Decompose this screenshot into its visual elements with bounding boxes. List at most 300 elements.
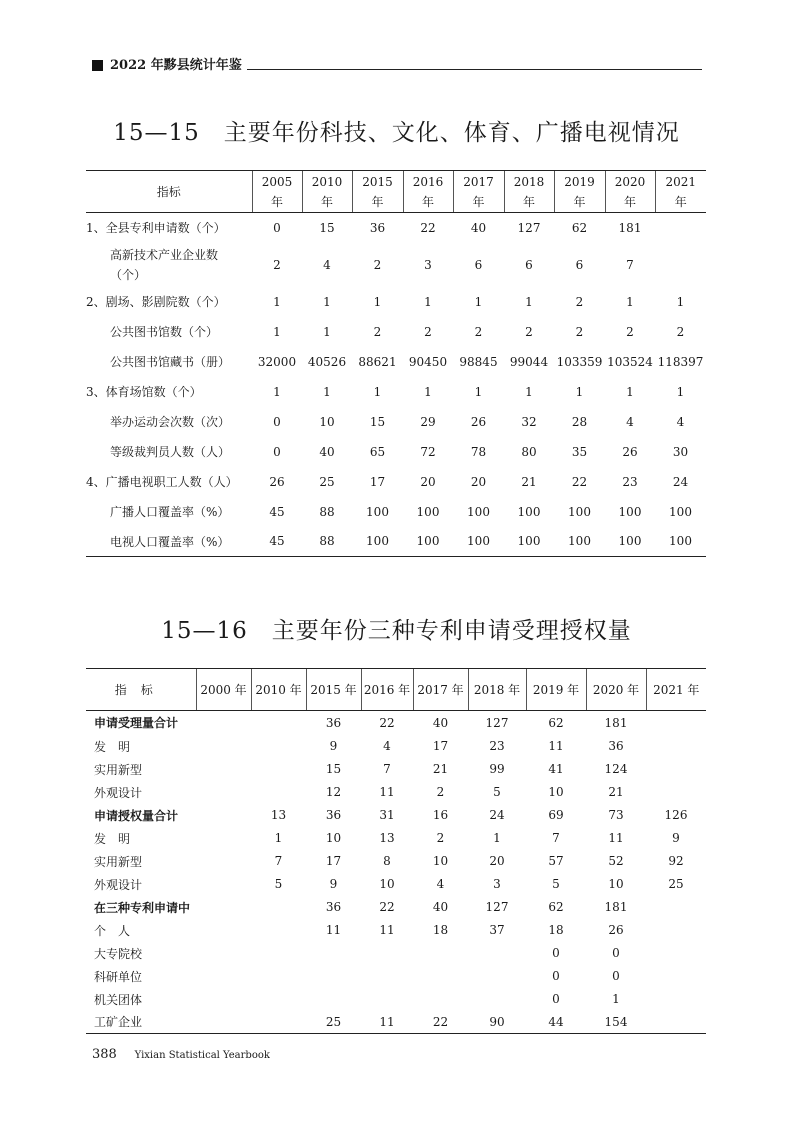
row-label: 发明 — [94, 739, 143, 754]
table-cell — [196, 873, 251, 896]
table-cell: 100 — [403, 527, 453, 557]
table-cell: 40526 — [307, 354, 347, 369]
table-cell: 10 — [325, 831, 342, 845]
table-cell: 26 — [269, 474, 285, 489]
table-cell — [251, 711, 306, 735]
table-cell: 8 — [383, 854, 391, 868]
table-cell: 6 — [525, 257, 533, 272]
table-cell: 7 — [552, 831, 560, 845]
table-cell — [196, 850, 251, 873]
table-cell: 2 — [575, 324, 584, 339]
table-cell: 13 — [379, 831, 395, 845]
table1-year-header: 2020 年 — [605, 171, 655, 213]
table-cell: 20 — [489, 854, 505, 868]
table-cell: 181 — [618, 220, 642, 235]
table-cell: 100 — [366, 504, 389, 519]
table-cell: 124 — [604, 762, 628, 776]
table-cell: 1 — [273, 384, 281, 399]
table-cell: 127 — [485, 715, 509, 730]
row-label: 公共图书馆数（个） — [110, 325, 219, 339]
header-title: 2022 年黟县统计年鉴 — [110, 58, 242, 73]
row-label: 4、广播电视职工人数（人） — [86, 475, 238, 489]
table-cell: 15 — [369, 414, 386, 429]
table-cell: 88621 — [358, 354, 397, 369]
table-cell: 25 — [319, 474, 335, 489]
row-label: 广播人口覆盖率（%） — [110, 505, 230, 519]
table-cell — [413, 942, 468, 965]
table-cell: 36 — [608, 739, 624, 753]
table-row — [86, 347, 706, 377]
table-cell: 11 — [379, 923, 395, 937]
table1-year-header: 2010 年 — [302, 171, 352, 213]
table-cell — [646, 758, 706, 781]
table-cell: 100 — [453, 527, 504, 557]
table-cell — [251, 988, 306, 1011]
table-cell: 100 — [568, 504, 591, 519]
table-cell: 17 — [369, 474, 386, 489]
table-cell: 65 — [369, 444, 386, 459]
table-cell: 10 — [608, 877, 624, 891]
table-cell — [646, 919, 706, 942]
table-cell — [361, 942, 413, 965]
table-cell: 24 — [489, 808, 505, 822]
table-cell: 11 — [325, 923, 342, 937]
table-cell — [361, 965, 413, 988]
table-cell — [306, 942, 361, 965]
table-cell: 103359 — [556, 354, 603, 369]
table-cell: 18 — [548, 923, 564, 937]
row-label: 实用新型 — [94, 762, 143, 777]
table-cell: 1 — [274, 831, 283, 845]
table-cell: 22 — [379, 715, 395, 730]
table-row — [86, 758, 706, 781]
table-cell: 41 — [548, 762, 564, 776]
table-cell: 11 — [361, 1011, 413, 1034]
table-cell: 1 — [493, 831, 501, 845]
table-cell: 7 — [274, 854, 283, 868]
table-row — [86, 896, 706, 919]
table-cell: 1 — [373, 294, 382, 309]
table-row — [86, 377, 706, 407]
table-cell: 26 — [470, 414, 487, 429]
table-cell: 37 — [489, 923, 505, 937]
row-label: 3、体育场馆数（个） — [86, 385, 202, 399]
row-label: 高新技术产业企业数（个） — [110, 247, 219, 282]
table2-year-header: 2020 年 — [586, 669, 646, 711]
table-cell — [196, 965, 251, 988]
table-cell: 5 — [552, 877, 560, 891]
table2-year-header: 2018 年 — [468, 669, 526, 711]
table-cell: 32 — [521, 414, 537, 429]
table-cell: 24 — [672, 474, 689, 489]
table2-year-header: 2015 年 — [306, 669, 361, 711]
table2-header-row — [86, 669, 706, 711]
table-cell: 57 — [548, 854, 564, 868]
table2-year-header: 2000 年 — [196, 669, 251, 711]
table-cell: 99044 — [509, 354, 549, 369]
table-cell: 0 — [612, 946, 620, 960]
table-cell — [646, 781, 706, 804]
table-cell: 154 — [586, 1011, 646, 1034]
table-row — [86, 213, 706, 243]
table-cell: 1 — [323, 294, 331, 309]
table-cell: 17 — [432, 739, 449, 753]
table1-indicator-header: 指标 — [86, 171, 252, 213]
table2-indicator-header: 指标 — [86, 669, 196, 711]
table-cell — [196, 758, 251, 781]
table-cell: 29 — [420, 414, 436, 429]
table-cell — [646, 711, 706, 735]
table-cell: 9 — [672, 831, 680, 845]
table-cell: 127 — [517, 220, 541, 235]
row-label: 等级裁判员人数（人） — [110, 445, 231, 459]
table-cell: 22 — [571, 474, 588, 489]
table-cell: 99 — [489, 762, 505, 776]
row-label: 科研单位 — [94, 969, 143, 984]
table-cell: 73 — [608, 808, 624, 822]
row-label: 在三种专利申请中 — [94, 900, 191, 915]
table-cell — [361, 988, 413, 1011]
table-cell — [655, 213, 706, 243]
table-cell — [413, 988, 468, 1011]
table-cell: 100 — [554, 527, 605, 557]
table-cell: 28 — [571, 414, 588, 429]
table-cell — [306, 988, 361, 1011]
table-cell: 16 — [432, 808, 449, 822]
table-cell: 118397 — [657, 354, 704, 369]
table-cell: 88 — [319, 504, 335, 519]
header-square-icon — [92, 60, 103, 71]
table-cell: 40 — [470, 220, 487, 235]
table-cell: 1 — [273, 294, 281, 309]
table-cell: 1 — [612, 992, 620, 1006]
table-cell — [251, 758, 306, 781]
table-cell: 2 — [474, 324, 483, 339]
table-cell: 13 — [270, 808, 287, 822]
table-cell: 2 — [424, 324, 432, 339]
table-cell: 127 — [485, 900, 509, 914]
table-cell: 45 — [252, 527, 302, 557]
table-cell — [646, 735, 706, 758]
table-cell: 36 — [325, 900, 342, 914]
table-cell: 1 — [474, 294, 483, 309]
table-cell: 2 — [575, 294, 584, 309]
table-cell: 0 — [552, 992, 560, 1006]
table-cell: 98845 — [459, 354, 498, 369]
row-label: 机关团体 — [94, 992, 143, 1007]
table2-year-header: 2021 年 — [646, 669, 706, 711]
table-cell: 15 — [325, 762, 342, 776]
table-cell: 12 — [325, 785, 342, 799]
table-cell: 22 — [420, 220, 436, 235]
row-label: 外观设计 — [94, 877, 143, 892]
table-cell: 17 — [325, 854, 342, 868]
table-cell: 26 — [608, 923, 624, 937]
table-cell: 21 — [521, 474, 537, 489]
table-row — [86, 527, 706, 557]
table-cell: 1 — [575, 384, 584, 399]
table-cell: 100 — [655, 527, 706, 557]
table-cell: 4 — [626, 414, 634, 429]
table-cell: 20 — [420, 474, 436, 489]
table1-year-header: 2005 年 — [252, 171, 302, 213]
table-cell: 1 — [323, 384, 331, 399]
table-row — [86, 711, 706, 735]
table2 — [86, 668, 706, 1034]
table-cell: 100 — [517, 504, 541, 519]
row-label: 发明 — [94, 831, 143, 846]
table-cell: 4 — [323, 257, 331, 272]
table-cell: 23 — [489, 739, 505, 753]
table-cell — [196, 896, 251, 919]
table-cell: 126 — [664, 808, 688, 822]
table-cell — [646, 1011, 706, 1034]
table-cell — [196, 988, 251, 1011]
table-cell: 1 — [676, 294, 685, 309]
table-cell: 2 — [373, 324, 382, 339]
table-cell: 2 — [273, 257, 281, 272]
table-cell: 32000 — [257, 354, 297, 369]
table-cell: 7 — [383, 762, 391, 776]
row-label: 1、全县专利申请数（个） — [86, 221, 226, 236]
table-cell: 62 — [571, 220, 588, 235]
table-cell — [251, 919, 306, 942]
table-cell: 40 — [432, 900, 449, 914]
table-cell: 6 — [575, 257, 584, 272]
table2-title: 15—16 主要年份三种专利申请受理授权量 — [161, 618, 632, 644]
table-cell — [196, 1011, 251, 1034]
table-cell: 5 — [274, 877, 283, 891]
table-cell — [251, 896, 306, 919]
table1-year-header: 2015 年 — [352, 171, 403, 213]
table-cell: 90450 — [408, 354, 448, 369]
table-cell: 62 — [548, 715, 564, 730]
table-cell: 1 — [525, 384, 533, 399]
table2-year-header: 2017 年 — [413, 669, 468, 711]
table-cell — [468, 942, 526, 965]
table-cell: 9 — [329, 739, 338, 753]
table-row — [86, 735, 706, 758]
table-cell: 100 — [504, 527, 554, 557]
table-cell: 36 — [325, 808, 342, 822]
table-row — [86, 850, 706, 873]
table-cell — [646, 965, 706, 988]
table-cell: 52 — [608, 854, 624, 868]
row-label: 大专院校 — [94, 946, 143, 961]
table-row — [86, 287, 706, 317]
table-cell: 21 — [608, 785, 624, 799]
table-cell: 69 — [548, 808, 564, 822]
table-cell: 100 — [467, 504, 490, 519]
table-cell — [196, 735, 251, 758]
table-cell: 1 — [676, 384, 685, 399]
table-row — [86, 988, 706, 1011]
table-cell: 0 — [552, 969, 560, 983]
row-label: 电视人口覆盖率（%） — [86, 527, 252, 557]
table-cell: 11 — [608, 831, 624, 845]
table-cell: 40 — [432, 715, 449, 730]
table-cell: 44 — [526, 1011, 586, 1034]
table-cell: 0 — [612, 969, 620, 983]
table-cell: 11 — [379, 785, 395, 799]
table-cell: 10 — [319, 414, 335, 429]
table-cell: 36 — [325, 715, 342, 730]
table-cell: 100 — [605, 527, 655, 557]
table-cell: 2 — [436, 831, 445, 845]
table-cell: 31 — [379, 808, 395, 822]
table-cell — [196, 942, 251, 965]
row-label: 公共图书馆藏书（册） — [110, 355, 231, 369]
row-label: 个人 — [94, 923, 143, 938]
table-cell: 25 — [306, 1011, 361, 1034]
table-cell — [655, 243, 706, 287]
table-cell: 10 — [379, 877, 395, 891]
table1 — [86, 170, 706, 557]
table-cell — [251, 735, 306, 758]
table-cell — [251, 781, 306, 804]
table1-title: 15—15 主要年份科技、文化、体育、广播电视情况 — [113, 120, 680, 146]
table-cell: 7 — [626, 257, 634, 272]
table-row — [86, 873, 706, 896]
table-row — [86, 942, 706, 965]
table-cell: 25 — [668, 877, 684, 891]
table-cell: 26 — [622, 444, 638, 459]
table-cell: 5 — [493, 785, 501, 799]
table-cell: 35 — [571, 444, 588, 459]
table-cell: 4 — [383, 739, 391, 753]
table1-year-header: 2017 年 — [453, 171, 504, 213]
table-cell — [646, 896, 706, 919]
table-cell — [196, 827, 251, 850]
table-cell — [306, 965, 361, 988]
table-cell: 3 — [493, 877, 501, 891]
table-cell — [468, 965, 526, 988]
table-cell — [251, 942, 306, 965]
table-cell — [251, 965, 306, 988]
table-cell: 2 — [676, 324, 685, 339]
table-cell: 1 — [626, 294, 634, 309]
table2-year-header: 2019 年 — [526, 669, 586, 711]
running-header — [92, 56, 702, 76]
table-cell — [468, 988, 526, 1011]
row-label: 工矿企业 — [86, 1011, 196, 1034]
table-cell: 22 — [379, 900, 395, 914]
table-cell: 103524 — [607, 354, 653, 369]
table-cell: 0 — [273, 414, 281, 429]
row-label: 举办运动会次数（次） — [110, 415, 231, 429]
table-row — [86, 497, 706, 527]
table-row — [86, 827, 706, 850]
table-cell: 4 — [676, 414, 685, 429]
page-footer — [92, 1047, 270, 1062]
table-cell — [646, 988, 706, 1011]
table-cell — [196, 919, 251, 942]
page-number: 388 — [92, 1047, 117, 1062]
table-cell: 30 — [672, 444, 689, 459]
table-cell: 3 — [424, 257, 432, 272]
table-cell: 2 — [436, 785, 445, 799]
table-cell: 10 — [432, 854, 449, 868]
table-cell: 9 — [329, 877, 338, 891]
table-cell: 36 — [369, 220, 386, 235]
table-cell: 2 — [626, 324, 634, 339]
book-name: Yixian Statistical Yearbook — [134, 1050, 270, 1061]
table2-year-header: 2010 年 — [251, 669, 306, 711]
table-cell: 4 — [436, 877, 445, 891]
table-cell: 40 — [319, 444, 335, 459]
table-cell: 181 — [604, 715, 628, 730]
table-cell — [196, 711, 251, 735]
header-rule — [247, 69, 702, 70]
table-cell: 92 — [668, 854, 684, 868]
table-cell: 88 — [302, 527, 352, 557]
table-cell: 1 — [373, 384, 382, 399]
table1-year-header: 2019 年 — [554, 171, 605, 213]
table-cell — [251, 1011, 306, 1034]
table-cell: 18 — [432, 923, 449, 937]
table-cell: 0 — [273, 444, 281, 459]
table-cell: 0 — [273, 220, 281, 235]
table-cell — [196, 804, 251, 827]
table-cell: 1 — [323, 324, 331, 339]
table1-year-header: 2018 年 — [504, 171, 554, 213]
table-cell: 72 — [420, 444, 436, 459]
table-row — [86, 437, 706, 467]
table-row — [86, 781, 706, 804]
row-label: 申请授权量合计 — [94, 808, 179, 823]
table-cell: 1 — [424, 384, 432, 399]
table-cell: 0 — [552, 946, 560, 960]
table-cell: 45 — [269, 504, 285, 519]
table-row — [86, 804, 706, 827]
table-row — [86, 919, 706, 942]
row-label: 2、剧场、影剧院数（个） — [86, 295, 226, 309]
table-cell: 100 — [352, 527, 403, 557]
table-cell: 80 — [521, 444, 537, 459]
table-cell: 100 — [416, 504, 440, 519]
table-cell: 6 — [474, 257, 483, 272]
table-row — [86, 243, 706, 287]
table-cell: 1 — [424, 294, 432, 309]
table-cell: 181 — [604, 900, 628, 914]
table-cell: 78 — [470, 444, 487, 459]
table-cell: 22 — [413, 1011, 468, 1034]
table-cell: 1 — [525, 294, 533, 309]
table-cell — [196, 781, 251, 804]
table-cell: 23 — [622, 474, 638, 489]
table-cell: 11 — [548, 739, 564, 753]
table-cell: 100 — [669, 504, 692, 519]
table-cell: 20 — [470, 474, 487, 489]
table-cell: 10 — [548, 785, 564, 799]
row-label: 申请受理量合计 — [94, 716, 179, 731]
table1-year-header: 2016 年 — [403, 171, 453, 213]
table-cell: 100 — [618, 504, 642, 519]
row-label: 实用新型 — [94, 854, 143, 869]
table-row — [86, 317, 706, 347]
table-cell: 2 — [373, 257, 382, 272]
table2-year-header: 2016 年 — [361, 669, 413, 711]
table1-year-header: 2021 年 — [655, 171, 706, 213]
row-label: 外观设计 — [94, 785, 143, 800]
table-cell: 1 — [474, 384, 483, 399]
table1-header-row — [86, 171, 706, 213]
table-cell — [413, 965, 468, 988]
table-cell: 1 — [273, 324, 281, 339]
table-cell: 90 — [468, 1011, 526, 1034]
table-cell — [646, 942, 706, 965]
table-row — [86, 1011, 706, 1034]
